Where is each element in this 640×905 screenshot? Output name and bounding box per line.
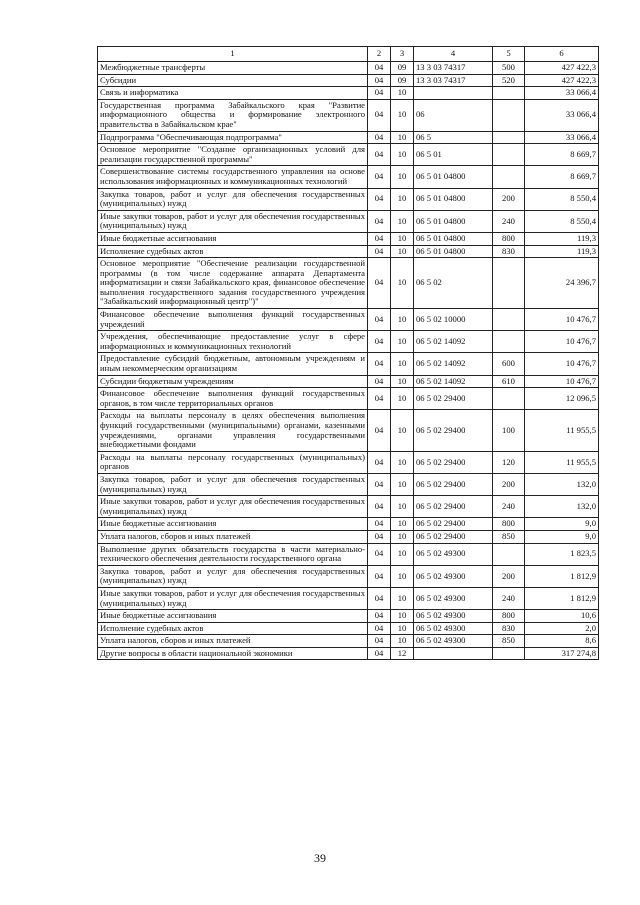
row-section: 04 — [368, 622, 391, 635]
row-subsection: 10 — [391, 131, 414, 144]
row-subsection: 10 — [391, 99, 414, 131]
row-expense-type: 830 — [493, 622, 525, 635]
row-expense-type — [493, 309, 525, 331]
row-section: 04 — [368, 131, 391, 144]
row-section: 04 — [368, 144, 391, 166]
row-name: Закупка товаров, работ и услуг для обеспечения государственных (муниципальных) нужд — [98, 473, 368, 495]
row-name: Другие вопросы в области национальной экономики — [98, 647, 368, 660]
row-subsection: 12 — [391, 647, 414, 660]
header-col-6: 6 — [525, 47, 599, 62]
row-amount: 12 096,5 — [525, 388, 599, 410]
row-expense-type — [493, 144, 525, 166]
row-target-code — [414, 87, 493, 100]
row-expense-type: 800 — [493, 610, 525, 623]
row-amount: 9,0 — [525, 518, 599, 531]
table-row — [98, 647, 599, 660]
row-name: Субсидии — [98, 74, 368, 87]
table-row — [98, 518, 599, 531]
row-section: 04 — [368, 245, 391, 258]
row-amount: 9,0 — [525, 530, 599, 543]
row-name: Финансовое обеспечение выполнения функций государственных учреждений — [98, 309, 368, 331]
row-section: 04 — [368, 258, 391, 309]
table-row — [98, 565, 599, 587]
row-section: 04 — [368, 166, 391, 188]
header-col-2: 2 — [368, 47, 391, 62]
row-target-code — [414, 647, 493, 660]
row-subsection: 10 — [391, 188, 414, 210]
row-expense-type: 200 — [493, 188, 525, 210]
row-section: 04 — [368, 587, 391, 609]
row-target-code: 06 5 02 49300 — [414, 587, 493, 609]
row-expense-type — [493, 258, 525, 309]
table-row — [98, 543, 599, 565]
page-number: 39 — [314, 851, 326, 865]
row-amount: 11 955,5 — [525, 451, 599, 473]
row-subsection: 10 — [391, 331, 414, 353]
header-col-4: 4 — [414, 47, 493, 62]
row-amount: 8,6 — [525, 635, 599, 648]
row-amount: 427 422,3 — [525, 62, 599, 75]
row-target-code: 06 5 02 29400 — [414, 518, 493, 531]
table-row — [98, 245, 599, 258]
row-target-code: 06 5 02 14092 — [414, 353, 493, 375]
row-expense-type: 240 — [493, 210, 525, 232]
row-amount: 33 066,4 — [525, 87, 599, 100]
row-target-code: 06 5 01 04800 — [414, 232, 493, 245]
table-body — [98, 62, 599, 660]
row-target-code: 06 5 02 29400 — [414, 451, 493, 473]
row-amount: 1 812,9 — [525, 565, 599, 587]
row-expense-type — [493, 388, 525, 410]
row-name: Основное мероприятие "Обеспечение реализации государственной программы (в том числе содержание аппарата Департамента информатизации и связи Забайкальского края, финансовое обеспечение выполнения государственного задания государственного учреждения "Забайкальский информационный центр")" — [98, 258, 368, 309]
row-target-code: 06 5 02 49300 — [414, 635, 493, 648]
row-expense-type: 520 — [493, 74, 525, 87]
row-expense-type: 600 — [493, 353, 525, 375]
row-target-code: 13 3 03 74317 — [414, 62, 493, 75]
header-col-1: 1 — [98, 47, 368, 62]
row-subsection: 10 — [391, 451, 414, 473]
row-target-code: 06 5 02 29400 — [414, 496, 493, 518]
row-name: Субсидии бюджетным учреждениям — [98, 375, 368, 388]
row-expense-type: 120 — [493, 451, 525, 473]
row-name: Иные закупки товаров, работ и услуг для обеспечения государственных (муниципальных) нужд — [98, 210, 368, 232]
row-name: Иные закупки товаров, работ и услуг для обеспечения государственных (муниципальных) нужд — [98, 496, 368, 518]
row-amount: 33 066,4 — [525, 99, 599, 131]
row-target-code: 06 5 01 — [414, 144, 493, 166]
row-target-code: 06 5 02 29400 — [414, 530, 493, 543]
row-target-code: 06 5 02 14092 — [414, 331, 493, 353]
row-name: Подпрограмма "Обеспечивающая подпрограмма" — [98, 131, 368, 144]
row-name: Расходы на выплаты персоналу в целях обеспечения выполнения функций государственными (муниципальными) органами, казенными учреждениями, органами управления государственными внебюджетными фондами — [98, 410, 368, 451]
table-row — [98, 99, 599, 131]
row-subsection: 10 — [391, 309, 414, 331]
row-amount: 1 823,5 — [525, 543, 599, 565]
row-name: Выполнение других обязательств государства в части материально-технического обеспечения деятельности государственного органа — [98, 543, 368, 565]
row-subsection: 10 — [391, 530, 414, 543]
row-name: Иные бюджетные ассигнования — [98, 610, 368, 623]
row-amount: 119,3 — [525, 245, 599, 258]
row-name: Расходы на выплаты персоналу государственных (муниципальных) органов — [98, 451, 368, 473]
row-expense-type: 830 — [493, 245, 525, 258]
table-row — [98, 353, 599, 375]
table-row — [98, 258, 599, 309]
row-subsection: 10 — [391, 232, 414, 245]
row-target-code: 06 5 02 49300 — [414, 610, 493, 623]
row-expense-type — [493, 166, 525, 188]
row-section: 04 — [368, 331, 391, 353]
row-expense-type — [493, 87, 525, 100]
row-target-code: 06 5 01 04800 — [414, 188, 493, 210]
row-expense-type — [493, 331, 525, 353]
row-subsection: 10 — [391, 353, 414, 375]
row-section: 04 — [368, 530, 391, 543]
row-section: 04 — [368, 647, 391, 660]
row-subsection: 09 — [391, 74, 414, 87]
table-row — [98, 622, 599, 635]
row-section: 04 — [368, 610, 391, 623]
row-section: 04 — [368, 410, 391, 451]
row-subsection: 10 — [391, 245, 414, 258]
row-target-code: 06 5 — [414, 131, 493, 144]
row-section: 04 — [368, 99, 391, 131]
row-name: Уплата налогов, сборов и иных платежей — [98, 635, 368, 648]
row-target-code: 06 5 02 29400 — [414, 473, 493, 495]
row-expense-type: 100 — [493, 410, 525, 451]
table-row — [98, 210, 599, 232]
row-subsection: 10 — [391, 410, 414, 451]
table-row — [98, 309, 599, 331]
row-name: Совершенствование системы государственного управления на основе использования информационных и коммуникационных технологий — [98, 166, 368, 188]
row-target-code: 06 5 02 29400 — [414, 410, 493, 451]
row-name: Иные закупки товаров, работ и услуг для обеспечения государственных (муниципальных) нужд — [98, 587, 368, 609]
row-name: Предоставление субсидий бюджетным, автономным учреждениям и иным некоммерческим организациям — [98, 353, 368, 375]
row-section: 04 — [368, 565, 391, 587]
table-row — [98, 166, 599, 188]
row-section: 04 — [368, 388, 391, 410]
row-section: 04 — [368, 188, 391, 210]
row-amount: 132,0 — [525, 473, 599, 495]
row-expense-type: 800 — [493, 518, 525, 531]
table-row — [98, 87, 599, 100]
row-expense-type: 800 — [493, 232, 525, 245]
row-subsection: 10 — [391, 587, 414, 609]
row-amount: 10 476,7 — [525, 353, 599, 375]
row-expense-type: 610 — [493, 375, 525, 388]
table-row — [98, 496, 599, 518]
row-subsection: 10 — [391, 518, 414, 531]
row-amount: 8 669,7 — [525, 144, 599, 166]
row-amount: 24 396,7 — [525, 258, 599, 309]
row-expense-type — [493, 99, 525, 131]
row-amount: 8 550,4 — [525, 210, 599, 232]
row-subsection: 10 — [391, 496, 414, 518]
row-target-code: 06 5 01 04800 — [414, 245, 493, 258]
row-target-code: 06 5 02 49300 — [414, 565, 493, 587]
table-row — [98, 131, 599, 144]
row-name: Учреждения, обеспечивающие предоставление услуг в сфере информационных и коммуникационных технологий — [98, 331, 368, 353]
row-target-code: 06 5 02 49300 — [414, 543, 493, 565]
table-row — [98, 144, 599, 166]
header-row — [98, 47, 599, 62]
table-row — [98, 410, 599, 451]
row-expense-type: 240 — [493, 587, 525, 609]
row-section: 04 — [368, 473, 391, 495]
row-target-code: 06 5 02 10000 — [414, 309, 493, 331]
row-section: 04 — [368, 496, 391, 518]
row-name: Основное мероприятие "Создание организационных условий для реализации государственной программы" — [98, 144, 368, 166]
table-row — [98, 375, 599, 388]
row-subsection: 10 — [391, 375, 414, 388]
row-expense-type — [493, 647, 525, 660]
row-target-code: 06 5 02 14092 — [414, 375, 493, 388]
row-name: Связь и информатика — [98, 87, 368, 100]
row-expense-type — [493, 543, 525, 565]
row-subsection: 10 — [391, 144, 414, 166]
row-subsection: 10 — [391, 388, 414, 410]
row-subsection: 10 — [391, 258, 414, 309]
row-amount: 317 274,8 — [525, 647, 599, 660]
row-name: Государственная программа Забайкальского края "Развитие информационного общества и формирование электронного правительства в Забайкальском крае" — [98, 99, 368, 131]
row-target-code: 06 — [414, 99, 493, 131]
table-row — [98, 62, 599, 75]
row-subsection: 10 — [391, 210, 414, 232]
row-section: 04 — [368, 74, 391, 87]
row-subsection: 10 — [391, 622, 414, 635]
row-subsection: 10 — [391, 635, 414, 648]
row-target-code: 13 3 03 74317 — [414, 74, 493, 87]
row-amount: 2,0 — [525, 622, 599, 635]
row-name: Закупка товаров, работ и услуг для обеспечения государственных (муниципальных) нужд — [98, 188, 368, 210]
row-name: Финансовое обеспечение выполнения функций государственных органов, в том числе территориальных органов — [98, 388, 368, 410]
table-row — [98, 74, 599, 87]
table-row — [98, 451, 599, 473]
row-amount: 8 550,4 — [525, 188, 599, 210]
row-section: 04 — [368, 451, 391, 473]
row-expense-type: 500 — [493, 62, 525, 75]
row-amount: 10,6 — [525, 610, 599, 623]
row-target-code: 06 5 01 04800 — [414, 166, 493, 188]
table-row — [98, 331, 599, 353]
row-subsection: 09 — [391, 62, 414, 75]
row-amount: 10 476,7 — [525, 375, 599, 388]
table-row — [98, 587, 599, 609]
row-subsection: 10 — [391, 166, 414, 188]
row-expense-type: 850 — [493, 635, 525, 648]
row-name: Иные бюджетные ассигнования — [98, 518, 368, 531]
row-section: 04 — [368, 87, 391, 100]
row-subsection: 10 — [391, 543, 414, 565]
row-section: 04 — [368, 543, 391, 565]
budget-table-sheet — [97, 46, 598, 660]
row-name: Иные бюджетные ассигнования — [98, 232, 368, 245]
row-name: Исполнение судебных актов — [98, 622, 368, 635]
row-name: Уплата налогов, сборов и иных платежей — [98, 530, 368, 543]
row-subsection: 10 — [391, 610, 414, 623]
row-section: 04 — [368, 375, 391, 388]
row-target-code: 06 5 02 29400 — [414, 388, 493, 410]
row-amount: 11 955,5 — [525, 410, 599, 451]
row-section: 04 — [368, 232, 391, 245]
row-section: 04 — [368, 62, 391, 75]
row-amount: 427 422,3 — [525, 74, 599, 87]
row-amount: 33 066,4 — [525, 131, 599, 144]
row-amount: 8 669,7 — [525, 166, 599, 188]
row-target-code: 06 5 02 — [414, 258, 493, 309]
row-amount: 10 476,7 — [525, 331, 599, 353]
row-expense-type: 200 — [493, 473, 525, 495]
row-amount: 132,0 — [525, 496, 599, 518]
table-row — [98, 388, 599, 410]
row-amount: 119,3 — [525, 232, 599, 245]
row-expense-type — [493, 131, 525, 144]
row-amount: 1 812,9 — [525, 587, 599, 609]
row-target-code: 06 5 02 49300 — [414, 622, 493, 635]
table-row — [98, 232, 599, 245]
row-subsection: 10 — [391, 473, 414, 495]
row-expense-type: 850 — [493, 530, 525, 543]
row-section: 04 — [368, 353, 391, 375]
table-row — [98, 610, 599, 623]
row-section: 04 — [368, 635, 391, 648]
row-subsection: 10 — [391, 565, 414, 587]
row-amount: 10 476,7 — [525, 309, 599, 331]
row-section: 04 — [368, 518, 391, 531]
budget-table — [97, 46, 599, 660]
row-target-code: 06 5 01 04800 — [414, 210, 493, 232]
row-expense-type: 240 — [493, 496, 525, 518]
table-row — [98, 188, 599, 210]
row-name: Закупка товаров, работ и услуг для обеспечения государственных (муниципальных) нужд — [98, 565, 368, 587]
header-col-5: 5 — [493, 47, 525, 62]
table-row — [98, 635, 599, 648]
row-section: 04 — [368, 309, 391, 331]
row-section: 04 — [368, 210, 391, 232]
table-row — [98, 473, 599, 495]
row-name: Исполнение судебных актов — [98, 245, 368, 258]
row-subsection: 10 — [391, 87, 414, 100]
table-row — [98, 530, 599, 543]
row-expense-type: 200 — [493, 565, 525, 587]
row-name: Межбюджетные трансферты — [98, 62, 368, 75]
header-col-3: 3 — [391, 47, 414, 62]
